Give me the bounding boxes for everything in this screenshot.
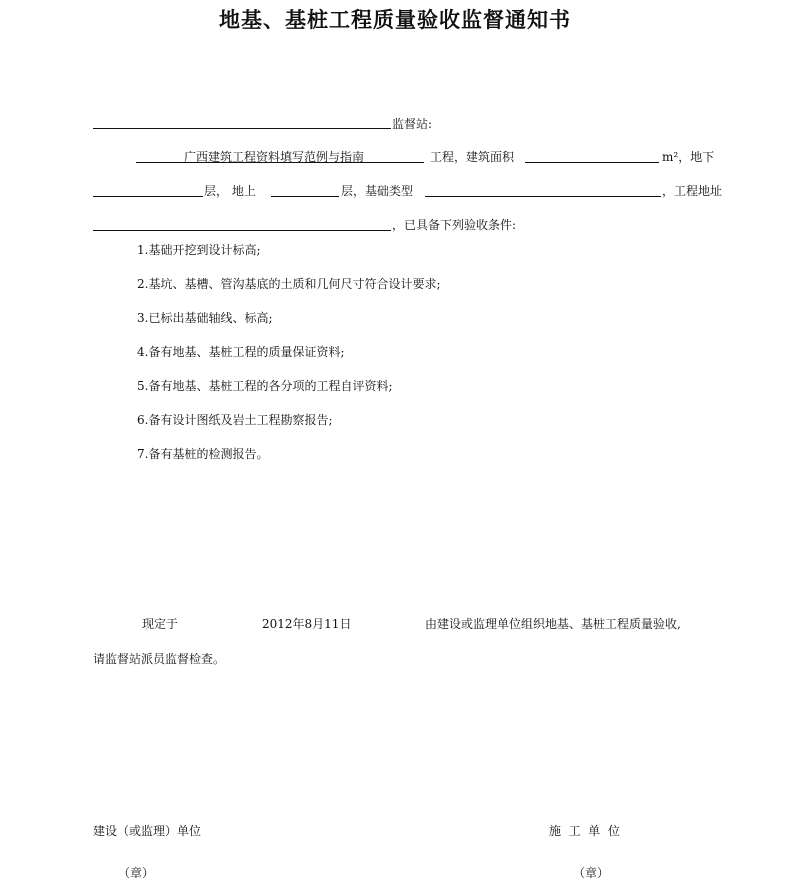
condition-item: 2.基坑、基槽、管沟基底的土质和几何尺寸符合设计要求; bbox=[137, 277, 441, 291]
construction-unit-label: 施 工 单 位 bbox=[549, 824, 620, 838]
basement-floors-blank[interactable] bbox=[93, 196, 203, 197]
conditions-suffix: ，已具备下列验收条件: bbox=[392, 218, 517, 232]
builder-unit-seal: （章） bbox=[118, 866, 155, 880]
condition-item: 1.基础开挖到设计标高; bbox=[137, 243, 261, 257]
builder-unit-label: 建设（或监理）单位 bbox=[93, 824, 202, 838]
floor-area-blank[interactable] bbox=[525, 162, 659, 163]
project-suffix: 工程，建筑面积 bbox=[430, 150, 515, 164]
inspection-date[interactable]: 2012年8月11日 bbox=[262, 617, 352, 631]
address-blank[interactable] bbox=[93, 230, 391, 231]
project-name-value[interactable]: 广西建筑工程资料填写范例与指南 bbox=[184, 150, 365, 164]
schedule-prefix: 现定于 bbox=[142, 617, 179, 631]
condition-item: 4.备有地基、基桩工程的质量保证资料; bbox=[137, 345, 345, 359]
schedule-suffix: 由建设或监理单位组织地基、基桩工程质量验收, bbox=[425, 617, 681, 631]
condition-item: 7.备有基桩的检测报告。 bbox=[137, 447, 269, 461]
above-suffix: 层，基础类型 bbox=[341, 184, 414, 198]
condition-item: 6.备有设计图纸及岩土工程勘察报告; bbox=[137, 413, 333, 427]
condition-item: 3.已标出基础轴线、标高; bbox=[137, 311, 273, 325]
above-floors-blank[interactable] bbox=[271, 196, 339, 197]
basement-suffix: 层， 地上 bbox=[204, 184, 256, 198]
station-name-blank[interactable] bbox=[93, 128, 391, 129]
schedule-line2: 请监督站派员监督检查。 bbox=[93, 652, 226, 666]
construction-unit-seal: （章） bbox=[573, 866, 610, 880]
document-title: 地基、基桩工程质量验收监督通知书 bbox=[219, 8, 571, 32]
condition-item: 5.备有地基、基桩工程的各分项的工程自评资料; bbox=[137, 379, 393, 393]
foundation-type-blank[interactable] bbox=[425, 196, 661, 197]
address-label: ，工程地址 bbox=[662, 184, 723, 198]
area-unit: m²，地下 bbox=[662, 150, 715, 164]
station-suffix: 监督站: bbox=[392, 117, 433, 131]
